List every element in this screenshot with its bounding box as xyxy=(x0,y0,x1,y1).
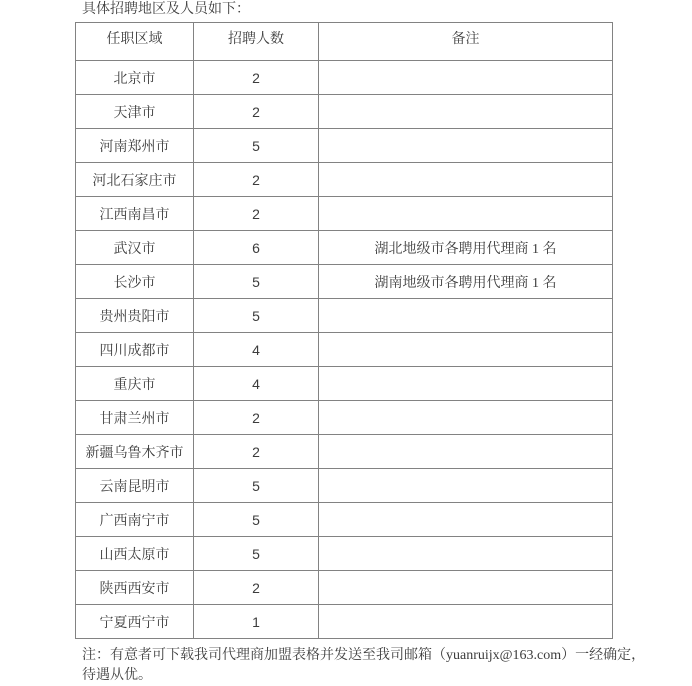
remark-cell xyxy=(319,197,613,231)
table-row xyxy=(76,299,613,333)
table-row xyxy=(76,503,613,537)
note-line-2: 待遇从优。 xyxy=(82,668,152,683)
remark-cell xyxy=(319,401,613,435)
intro-text: 具体招聘地区及人员如下： xyxy=(82,2,250,17)
table-row xyxy=(76,197,613,231)
region-cell: 宁夏西宁市 xyxy=(76,605,194,639)
region-cell: 陕西西安市 xyxy=(76,571,194,605)
table-row xyxy=(76,401,613,435)
remark-cell xyxy=(319,605,613,639)
count-cell: 2 xyxy=(194,197,319,231)
count-cell: 5 xyxy=(194,265,319,299)
remark-cell xyxy=(319,537,613,571)
region-cell: 重庆市 xyxy=(76,367,194,401)
count-cell: 5 xyxy=(194,129,319,163)
count-cell: 5 xyxy=(194,537,319,571)
count-cell: 2 xyxy=(194,435,319,469)
count-cell: 2 xyxy=(194,401,319,435)
region-cell: 云南昆明市 xyxy=(76,469,194,503)
region-cell: 广西南宁市 xyxy=(76,503,194,537)
remark-cell: 湖北地级市各聘用代理商 1 名 xyxy=(319,231,613,265)
remark-cell xyxy=(319,571,613,605)
count-cell: 4 xyxy=(194,333,319,367)
count-cell: 5 xyxy=(194,503,319,537)
table-row xyxy=(76,265,613,299)
region-cell: 北京市 xyxy=(76,61,194,95)
table-row xyxy=(76,95,613,129)
table-body xyxy=(76,61,613,639)
remark-cell xyxy=(319,469,613,503)
col-header-region: 任职区域 xyxy=(76,23,194,61)
table-header-row xyxy=(76,23,613,61)
region-cell: 长沙市 xyxy=(76,265,194,299)
region-cell: 武汉市 xyxy=(76,231,194,265)
count-cell: 2 xyxy=(194,163,319,197)
region-cell: 甘肃兰州市 xyxy=(76,401,194,435)
table-row xyxy=(76,571,613,605)
count-cell: 2 xyxy=(194,61,319,95)
region-cell: 天津市 xyxy=(76,95,194,129)
remark-cell xyxy=(319,333,613,367)
table-row xyxy=(76,435,613,469)
note-line-1: 注：有意者可下载我司代理商加盟表格并发送至我司邮箱（yuanruijx@163.com）一经确定， xyxy=(82,648,646,663)
count-cell: 5 xyxy=(194,299,319,333)
recruitment-table xyxy=(75,22,613,639)
note-text xyxy=(75,646,692,686)
table-row xyxy=(76,605,613,639)
table-row xyxy=(76,537,613,571)
region-cell: 贵州贵阳市 xyxy=(76,299,194,333)
remark-cell xyxy=(319,299,613,333)
count-cell: 2 xyxy=(194,95,319,129)
region-cell: 新疆乌鲁木齐市 xyxy=(76,435,194,469)
remark-cell xyxy=(319,367,613,401)
table-row xyxy=(76,163,613,197)
count-cell: 6 xyxy=(194,231,319,265)
count-cell: 5 xyxy=(194,469,319,503)
count-cell: 4 xyxy=(194,367,319,401)
table-row xyxy=(76,367,613,401)
table-row xyxy=(76,129,613,163)
remark-cell xyxy=(319,503,613,537)
remark-cell xyxy=(319,163,613,197)
region-cell: 江西南昌市 xyxy=(76,197,194,231)
remark-cell xyxy=(319,95,613,129)
region-cell: 四川成都市 xyxy=(76,333,194,367)
remark-cell xyxy=(319,435,613,469)
table-row xyxy=(76,231,613,265)
table-row xyxy=(76,469,613,503)
remark-cell: 湖南地级市各聘用代理商 1 名 xyxy=(319,265,613,299)
region-cell: 河北石家庄市 xyxy=(76,163,194,197)
count-cell: 2 xyxy=(194,571,319,605)
region-cell: 山西太原市 xyxy=(76,537,194,571)
remark-cell xyxy=(319,129,613,163)
col-header-remark: 备注 xyxy=(319,23,613,61)
table-row xyxy=(76,61,613,95)
count-cell: 1 xyxy=(194,605,319,639)
table-row xyxy=(76,333,613,367)
col-header-count: 招聘人数 xyxy=(194,23,319,61)
region-cell: 河南郑州市 xyxy=(76,129,194,163)
remark-cell xyxy=(319,61,613,95)
